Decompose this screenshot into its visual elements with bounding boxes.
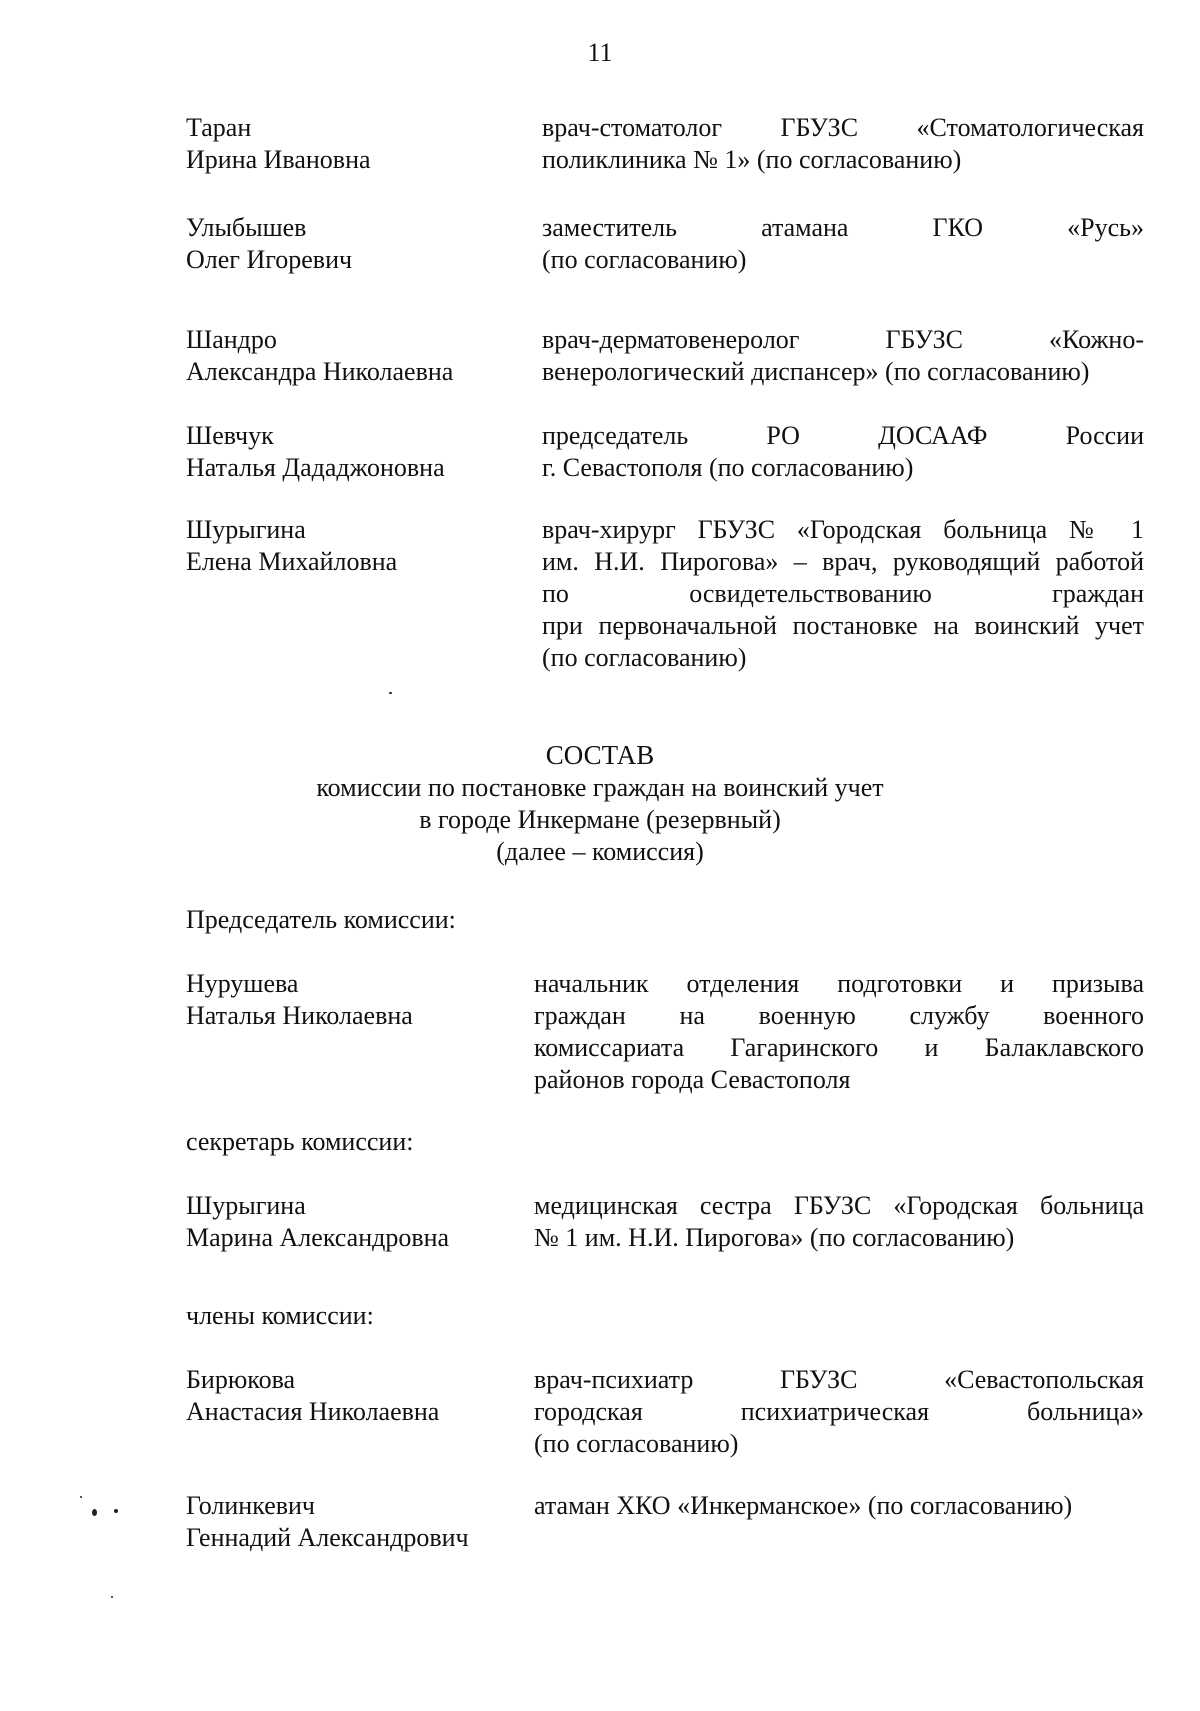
member-surname: Голинкевич: [186, 1491, 315, 1520]
position-line: медицинская сестра ГБУЗС «Городская больница: [534, 1191, 1144, 1220]
position-line: городская психиатрическая больница»: [534, 1397, 1144, 1426]
member-name: [186, 968, 516, 1032]
section-subtitle-line: (далее – комиссия): [496, 837, 704, 866]
position-line: врач-дерматовенеролог ГБУЗС «Кожно-: [542, 325, 1144, 354]
position-line: (по согласованию): [542, 643, 747, 672]
member-given-name: Елена Михайловна: [186, 547, 398, 576]
position-line: начальник отделения подготовки и призыва: [534, 969, 1144, 998]
member-given-name: Ирина Ивановна: [186, 145, 371, 174]
member-surname: Шандро: [186, 325, 277, 354]
member-position: [542, 420, 1144, 484]
member-position: [542, 112, 1144, 176]
position-line: г. Севастополя (по согласованию): [542, 453, 914, 482]
member-given-name: Александра Николаевна: [186, 357, 454, 386]
member-name: [186, 420, 516, 484]
position-line: граждан на военную службу военного: [534, 1001, 1144, 1030]
position-line: по освидетельствованию граждан: [542, 579, 1144, 608]
member-name: [186, 1490, 516, 1554]
member-given-name: Наталья Дададжоновна: [186, 453, 445, 482]
member-surname: Таран: [186, 113, 252, 142]
member-position: [534, 1490, 1144, 1522]
position-line: поликлиника № 1» (по согласованию): [542, 145, 962, 174]
position-line: врач-психиатр ГБУЗС «Севастопольская: [534, 1365, 1144, 1394]
member-surname: Шурыгина: [186, 1191, 306, 1220]
member-name: [186, 1364, 516, 1428]
position-line: им. Н.И. Пирогова» – врач, руководящий работой: [542, 547, 1144, 576]
member-given-name: Анастасия Николаевна: [186, 1397, 440, 1426]
section-title: СОСТАВ: [545, 740, 655, 770]
position-line: (по согласованию): [542, 245, 747, 274]
member-surname: Шурыгина: [186, 515, 306, 544]
chairman-label: Председатель комиссии:: [186, 905, 456, 934]
position-line: заместитель атамана ГКО «Русь»: [542, 213, 1144, 242]
position-line: венерологический диспансер» (по согласованию): [542, 357, 1090, 386]
position-line: атаман ХКО «Инкерманское» (по согласованию): [534, 1491, 1073, 1520]
member-name: [186, 324, 516, 388]
position-line: врач-хирург ГБУЗС «Городская больница № 1: [542, 515, 1144, 544]
member-surname: Улыбышев: [186, 213, 307, 242]
scan-speck: [389, 692, 392, 694]
member-given-name: Марина Александровна: [186, 1223, 450, 1252]
member-surname: Нурушева: [186, 969, 299, 998]
scan-speck: [111, 1596, 113, 1598]
position-line: № 1 им. Н.И. Пирогова» (по согласованию): [534, 1223, 1015, 1252]
member-name: [186, 212, 516, 276]
page-number: 11: [587, 38, 613, 67]
scan-speck: [80, 1496, 82, 1498]
member-name: [186, 112, 516, 176]
member-position: [542, 212, 1144, 276]
position-line: (по согласованию): [534, 1429, 739, 1458]
scan-speck: [114, 1509, 118, 1513]
member-name: [186, 1190, 516, 1254]
member-position: [534, 1364, 1144, 1460]
member-position: [542, 324, 1144, 388]
secretary-label: секретарь комиссии:: [186, 1127, 414, 1156]
section-heading: [0, 738, 1200, 868]
section-subtitle-line: в городе Инкермане (резервный): [419, 805, 781, 834]
position-line: комиссариата Гагаринского и Балаклавского: [534, 1033, 1144, 1062]
members-label: члены комиссии:: [186, 1301, 374, 1330]
position-line: врач-стоматолог ГБУЗС «Стоматологическая: [542, 113, 1144, 142]
member-surname: Шевчук: [186, 421, 274, 450]
position-line: районов города Севастополя: [534, 1065, 851, 1094]
member-given-name: Наталья Николаевна: [186, 1001, 413, 1030]
position-line: при первоначальной постановке на воинский учет: [542, 611, 1144, 640]
member-position: [534, 968, 1144, 1096]
member-name: [186, 514, 516, 578]
member-position: [534, 1190, 1144, 1254]
section-subtitle-line: комиссии по постановке граждан на воинский учет: [316, 773, 884, 802]
scan-speck: [92, 1509, 97, 1516]
position-line: председатель РО ДОСААФ России: [542, 421, 1144, 450]
member-given-name: Геннадий Александрович: [186, 1523, 469, 1552]
member-position: [542, 514, 1144, 674]
member-given-name: Олег Игоревич: [186, 245, 353, 274]
member-surname: Бирюкова: [186, 1365, 296, 1394]
